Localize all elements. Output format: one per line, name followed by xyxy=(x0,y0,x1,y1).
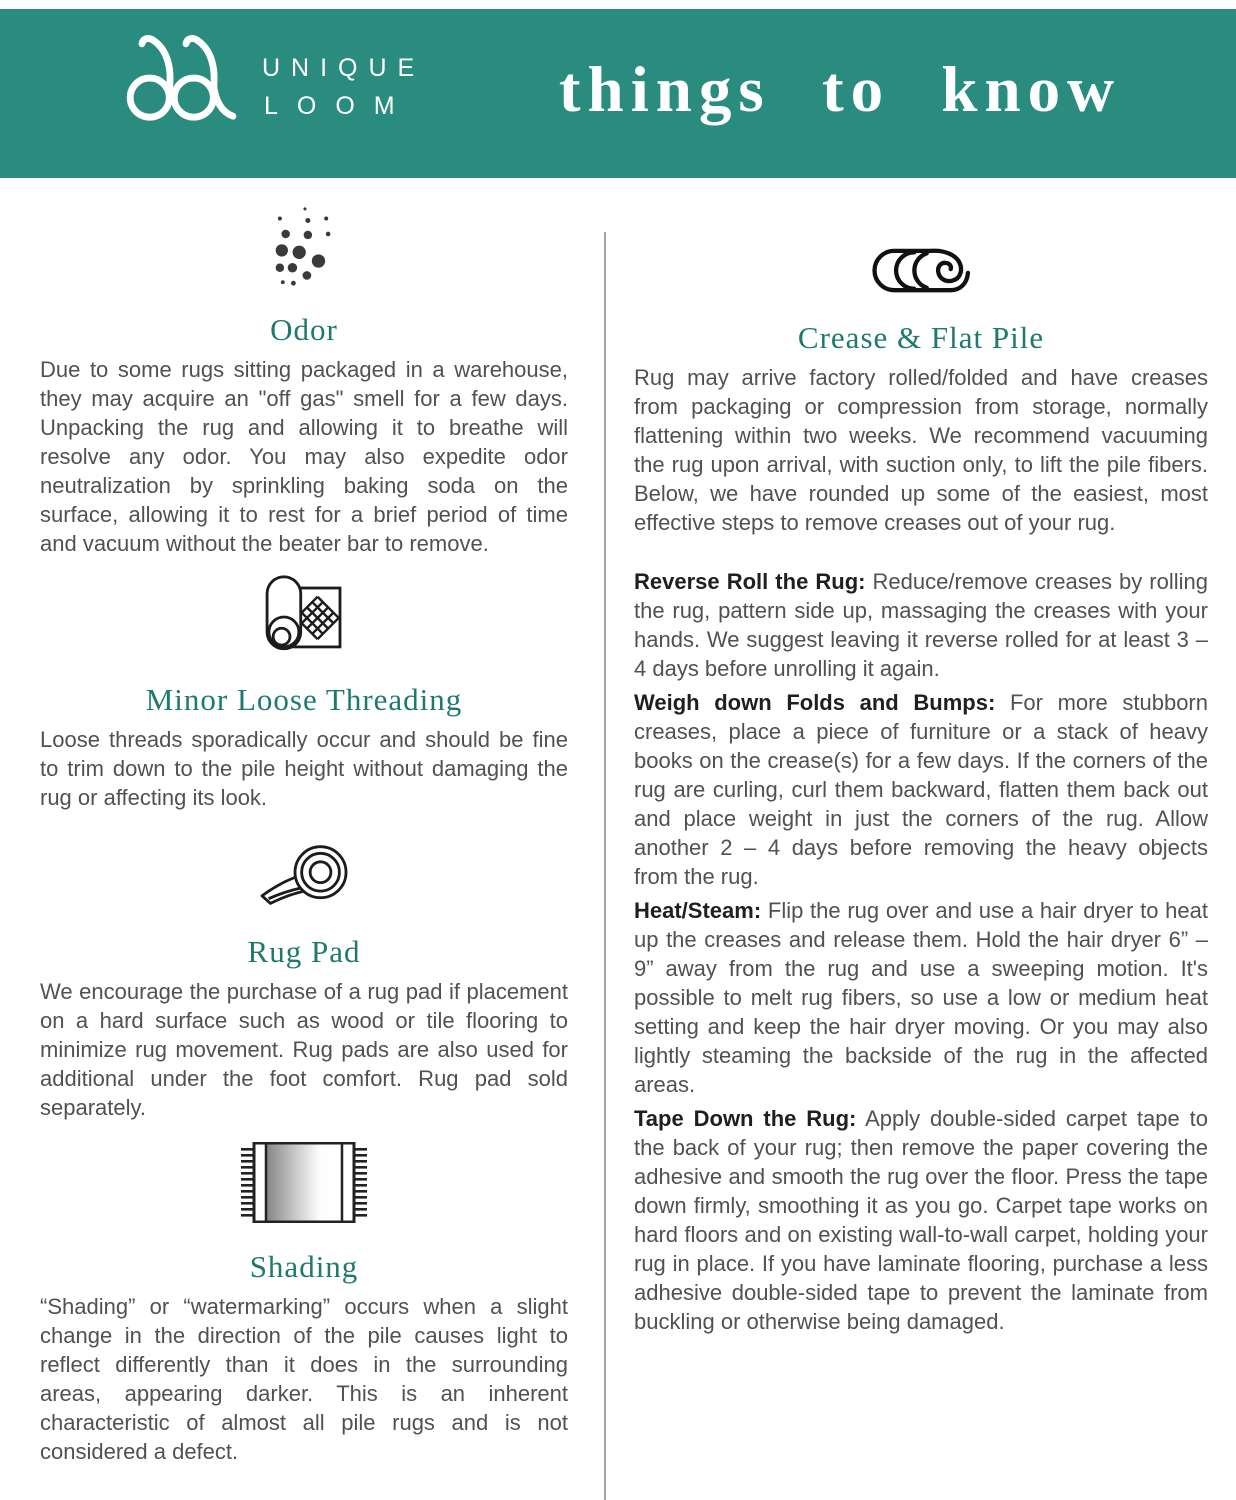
section-body: Loose threads sporadically occur and should be fine to trim down to the pile height without damaging the rug or affecting its look. xyxy=(40,727,568,810)
tip-label: Heat/Steam: xyxy=(634,898,762,923)
section-body: We encourage the purchase of a rug pad if placement on a hard surface such as wood or tile flooring to minimize rug movement. Rug pads are also used for additional under the foot comfort. Rug pad sold separately. xyxy=(40,979,568,1120)
unique-loom-loops-icon xyxy=(125,33,243,126)
brand-line-unique: UNIQUE xyxy=(262,54,426,82)
odor-dots-icon xyxy=(40,206,568,288)
section-heading: Crease & Flat Pile xyxy=(797,320,1045,355)
tip-text: For more stubborn creases, place a piece of furniture or a stack of heavy books on the crease(s) for a few days. If the corners of the rug are curling, curl them backward, flatten them back out and place weight in just the corners of the rug. Allow another 2 – 4 days before removing the heavy objects from the rug. xyxy=(634,690,1208,889)
section-crease-flat-pile xyxy=(634,248,1208,1336)
section-body: “Shading” or “watermarking” occurs when a slight change in the direction of the pile causes light to reflect differently than it does in the surrounding areas, appearing darker. This is an inherent characteristic of almost all pile rugs and is not considered a defect. xyxy=(40,1294,568,1464)
tip-reverse-roll xyxy=(634,567,1208,683)
tip-text: Flip the rug over and use a hair dryer to heat up the creases and release them. Hold the hair dryer 6” – 9” away from the rug and use a sweeping motion. It's possible to melt rug fibers, so use a low or medium heat setting and keep the hair dryer moving. Or you may also lightly steaming the backside of the rug in the affected areas. xyxy=(634,898,1208,1097)
rug-pad-roll-icon xyxy=(40,842,568,910)
section-rug-pad xyxy=(40,842,568,1122)
page-title: things to know xyxy=(558,54,1122,126)
tip-label: Weigh down Folds and Bumps: xyxy=(634,690,996,715)
unrolling-rug-crosshatch-icon xyxy=(40,574,568,660)
shaded-rug-fringe-icon xyxy=(40,1142,568,1223)
section-odor xyxy=(40,206,568,558)
section-shading xyxy=(40,1142,568,1466)
tip-label: Reverse Roll the Rug: xyxy=(634,569,866,594)
brand-name xyxy=(262,49,425,125)
column-divider xyxy=(604,232,606,1500)
rolled-rug-spiral-icon xyxy=(634,248,1208,294)
tip-text: Reduce/remove creases by rolling the rug, pattern side up, massaging the creases with your hands. We suggest leaving it reverse rolled for at least 3 – 4 days before unrolling it again. xyxy=(634,569,1208,681)
brand-line-loom: LOOM xyxy=(264,92,414,120)
section-intro: Rug may arrive factory rolled/folded and have creases from packaging or compression from storage, normally flattening within two weeks. We recommend vacuuming the rug upon arrival, with suction only, to lift the pile fibers. Below, we have rounded up some of the easiest, most effective steps to remove creases out of your rug. xyxy=(634,365,1208,535)
section-heading: Shading xyxy=(249,1249,359,1284)
tip-text: Apply double-sided carpet tape to the back of your rug; then remove the paper covering the adhesive and smooth the rug over the floor. Press the tape down firmly, smoothing it as you go. Carpet tape works on hard floors and on existing wall-to-wall carpet, holding your rug in place. If you have laminate flooring, purchase a less adhesive double-sided tape to prevent the laminate from buckling or otherwise being damaged. xyxy=(634,1106,1208,1334)
section-heading: Rug Pad xyxy=(247,934,361,969)
section-body: Due to some rugs sitting packaged in a warehouse, they may acquire an "off gas" smell for a few days. Unpacking the rug and allowing it to breathe will resolve any odor. You may also expedite odor neutralization by sprinkling baking soda on the surface, allowing it to rest for a brief period of time and vacuum without the beater bar to remove. xyxy=(40,357,568,556)
section-minor-loose-threading xyxy=(40,574,568,812)
tip-heat-steam xyxy=(634,896,1208,1099)
tip-weigh-down xyxy=(634,688,1208,891)
tip-tape-down xyxy=(634,1104,1208,1336)
section-heading: Odor xyxy=(270,312,338,347)
header-banner xyxy=(0,9,1236,178)
tip-label: Tape Down the Rug: xyxy=(634,1106,857,1131)
section-heading: Minor Loose Threading xyxy=(145,682,463,717)
left-column xyxy=(40,178,568,1466)
right-column xyxy=(634,178,1208,1336)
